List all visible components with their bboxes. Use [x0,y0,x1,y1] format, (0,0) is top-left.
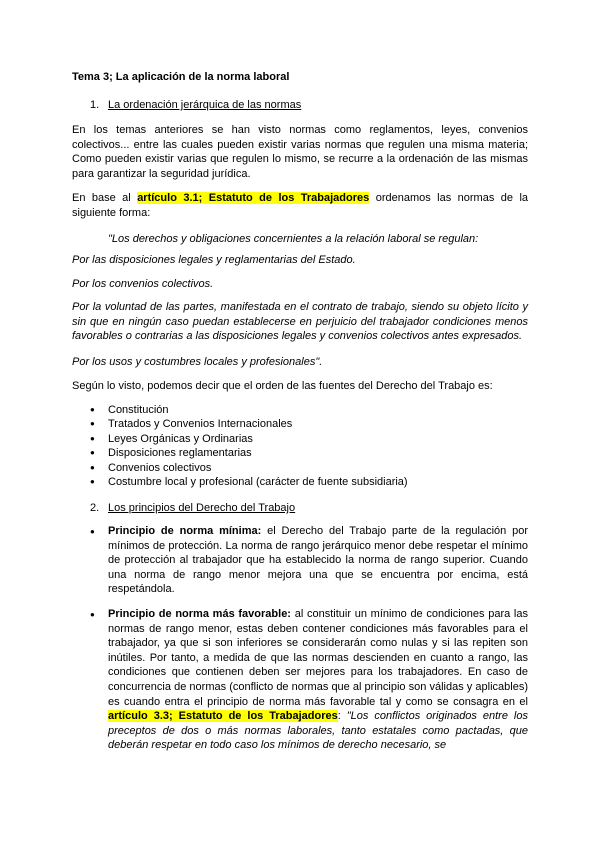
principle-quote: "Los conflictos originados entre los preceptos de dos o más normas laborales, tanto estatales como pactadas, que deberán respetar en todo caso los mínimos de derecho necesario, se [108,710,528,752]
list-item: Constitución [108,404,169,416]
quote-line: Por la voluntad de las partes, manifestada en el contrato de trabajo, siendo su objeto lícito y sin que en ningún caso puedan establecerse en perjuicio del trabajador condiciones menos favorables o contrarias a las disposiciones legales y convenios colectivos antes expresados. [72,301,528,343]
paragraph: Según lo visto, podemos decir que el orden de las fuentes del Derecho del Trabajo es: [72,380,493,392]
principle-text: al constituir un mínimo de condiciones para las normas de rango menor, estas deben contener condiciones más favorables para el trabajador, ya que si son inferiores se considerarán como nulas y si las repiten son inútiles. Por tanto, a medida de que las normas descienden en cuanto a rango, las condiciones que contienen deben ser mejores para los trabajadores. En caso de concurrencia de normas (conflicto de normas que al principio son válidas y aplicables) es cuando entra el principio de norma más favorable tal y como se consagra en el [108,608,528,708]
bullet-icon: ● [90,405,95,414]
page-title: Tema 3; La aplicación de la norma laboral [72,71,290,83]
bullet-icon: ● [90,419,95,428]
list-item: Convenios colectivos [108,462,212,474]
paragraph-text: ordenamos las normas de la siguiente forma: [72,192,529,219]
paragraph-article-3-1 [72,191,528,220]
paragraph-text: En base al [72,192,138,204]
bullet-icon: ● [90,610,95,619]
section-number: 1. [90,99,100,111]
colon: : [337,710,341,723]
principle-text: el Derecho del Trabajo parte de la regulación por mínimos de protección. La norma de rango jerárquico menor debe respetar el mínimo de protección al trabajador que ha establecido la norma de rango superior. Cuando una norma de rango menor mejora una que se encuentra por encima, está respetándola. [108,525,528,596]
bullet-icon: ● [90,527,95,536]
highlight-article: artículo 3.1; Estatuto de los Trabajadores [137,192,370,204]
list-item: Leyes Orgánicas y Ordinarias [108,433,253,445]
highlight-article: artículo 3.3; Estatuto de los Trabajadores [108,710,338,723]
principle-norma-minima [108,524,528,597]
list-item: Tratados y Convenios Internacionales [108,418,293,430]
principle-norma-mas-favorable [108,607,528,753]
quote-intro: "Los derechos y obligaciones concernientes a la relación laboral se regulan: [108,233,479,245]
principle-title: Principio de norma mínima: [108,525,262,537]
list-item: Costumbre local y profesional (carácter de fuente subsidiaria) [108,476,408,488]
bullet-icon: ● [90,463,95,472]
quote-line: Por los convenios colectivos. [72,278,214,290]
section-number: 2. [90,502,100,514]
bullet-icon: ● [90,448,95,457]
quote-line: Por las disposiciones legales y reglamentarias del Estado. [72,254,356,266]
section-heading: La ordenación jerárquica de las normas [108,99,302,111]
list-item: Disposiciones reglamentarias [108,447,252,459]
bullet-icon: ● [90,434,95,443]
principle-title: Principio de norma más favorable: [108,608,291,620]
paragraph: En los temas anteriores se han visto normas como reglamentos, leyes, convenios colectivos... entre las cuales pueden existir varias normas que regulen una misma materia; Como pueden existir varias que regulen lo mismo, se recurre a la ordenación de las mismas para garantizar la seguridad jurídica. [72,124,528,180]
bullet-icon: ● [90,477,95,486]
quote-line: Por los usos y costumbres locales y profesionales". [72,356,323,368]
section-heading: Los principios del Derecho del Trabajo [108,502,296,514]
